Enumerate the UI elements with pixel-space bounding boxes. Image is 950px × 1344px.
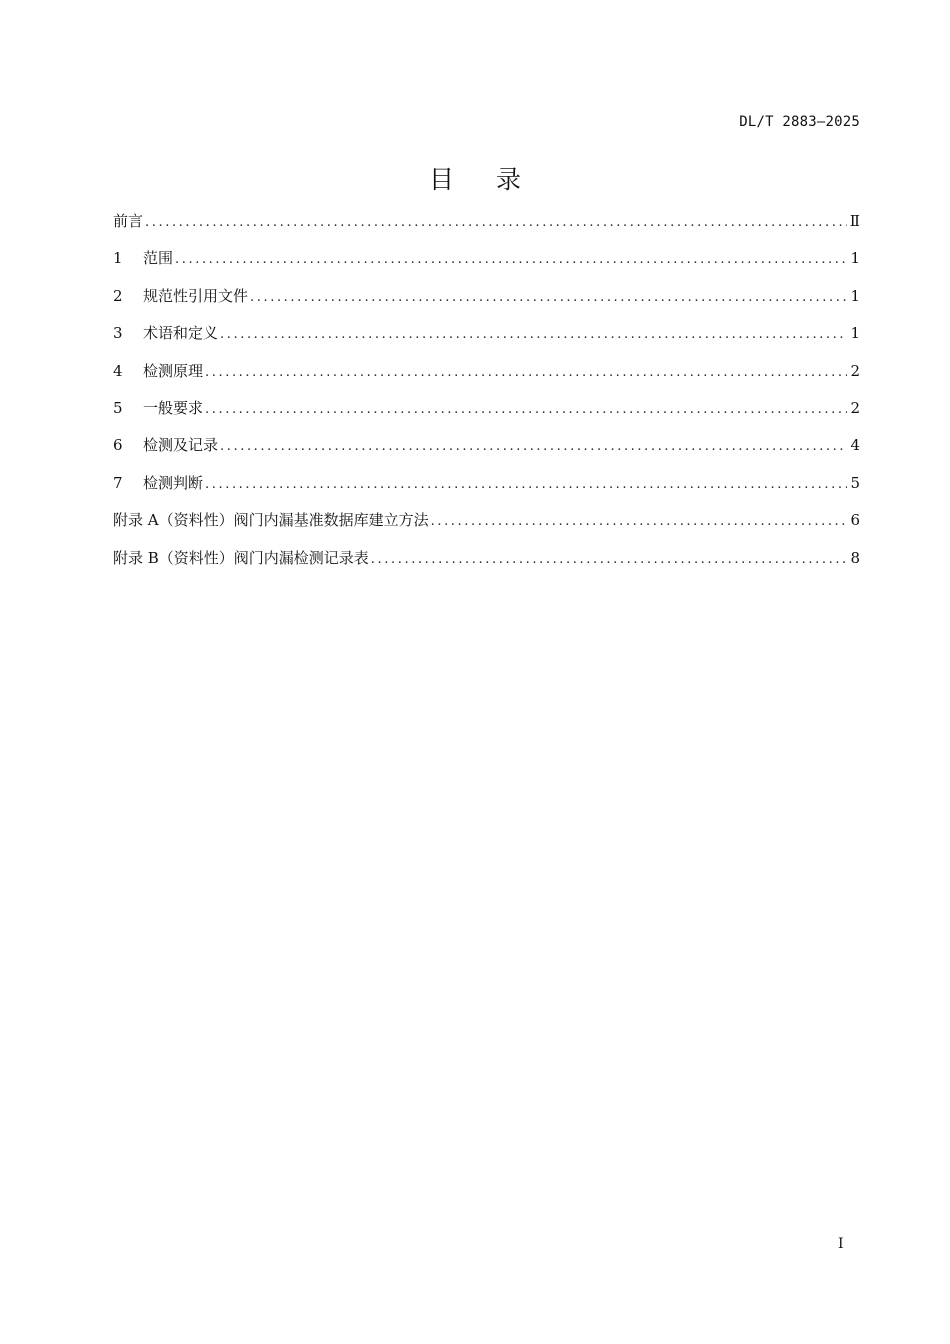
toc-entry-label: 范围 <box>143 249 174 268</box>
toc-entry-page: 6 <box>850 511 860 530</box>
toc-entry-label: 规范性引用文件 <box>143 286 249 305</box>
toc-entry-page: 2 <box>850 398 860 417</box>
toc-entry-number: 2 <box>113 286 123 305</box>
toc-dot-leader <box>371 546 848 574</box>
toc-entry-label: 检测判断 <box>143 473 204 492</box>
toc-entry-number: 7 <box>113 473 123 492</box>
toc-entry-number: 6 <box>113 436 123 455</box>
toc-entry-page: Ⅱ <box>849 212 860 230</box>
standard-code: DL/T 2883—2025 <box>739 114 860 130</box>
toc-entry-page: 1 <box>850 324 860 343</box>
toc-dot-leader <box>205 359 847 387</box>
toc-dot-leader <box>205 471 847 499</box>
toc-dot-leader <box>175 246 847 274</box>
toc-entry-label: 附录 A（资料性）阀门内漏基准数据库建立方法 <box>113 511 429 530</box>
page-number: I <box>838 1236 844 1252</box>
toc-dot-leader <box>205 396 847 424</box>
toc-entry-general-requirements[interactable] <box>113 394 860 431</box>
toc-entry-page: 8 <box>850 548 860 567</box>
toc-dot-leader <box>145 209 847 237</box>
toc-entry-number: 4 <box>113 361 123 380</box>
toc-entry-detection-judgment[interactable] <box>113 469 860 506</box>
toc-entry-detection-principle[interactable] <box>113 357 860 394</box>
toc-entry-label: 附录 B（资料性）阀门内漏检测记录表 <box>113 548 369 567</box>
toc-entry-number: 3 <box>113 324 123 343</box>
toc-entry-number: 5 <box>113 398 123 417</box>
toc-entry-appendix-a[interactable] <box>113 506 860 543</box>
toc-entry-normative-references[interactable] <box>113 282 860 319</box>
table-of-contents <box>113 207 860 581</box>
toc-dot-leader <box>220 321 847 349</box>
toc-entry-label: 前言 <box>113 212 144 230</box>
toc-entry-page: 4 <box>850 436 860 455</box>
toc-entry-terms-definitions[interactable] <box>113 319 860 356</box>
toc-entry-label: 检测及记录 <box>143 436 219 455</box>
toc-dot-leader <box>431 508 848 536</box>
toc-entry-scope[interactable] <box>113 244 860 281</box>
toc-entry-label: 术语和定义 <box>143 324 219 343</box>
toc-entry-label: 一般要求 <box>143 398 204 417</box>
toc-entry-page: 5 <box>850 473 860 492</box>
toc-dot-leader <box>250 284 847 312</box>
page-title: 目录 <box>428 165 563 194</box>
toc-entry-page: 1 <box>850 286 860 305</box>
toc-entry-appendix-b[interactable] <box>113 544 860 581</box>
toc-entry-label: 检测原理 <box>143 361 204 380</box>
toc-entry-page: 2 <box>850 361 860 380</box>
toc-entry-foreword[interactable] <box>113 207 860 244</box>
toc-entry-detection-recording[interactable] <box>113 431 860 468</box>
toc-entry-page: 1 <box>850 249 860 268</box>
toc-entry-number: 1 <box>113 249 123 268</box>
toc-dot-leader <box>220 433 847 461</box>
